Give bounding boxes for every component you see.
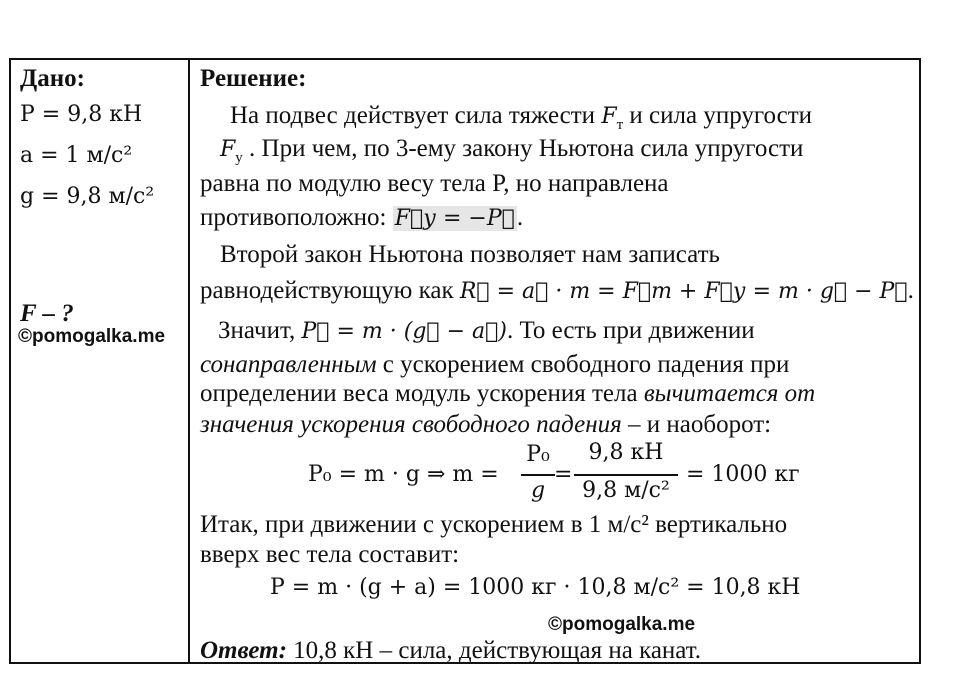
- answer-label: Ответ:: [200, 637, 287, 664]
- fraction-2-denominator: 9,8 м/с²: [582, 478, 670, 503]
- equation-mass-result: = 1000 кг: [686, 462, 800, 487]
- solution-line-8: сонаправленным с ускорением свободного падения при: [200, 351, 790, 378]
- watermark-left: ©pomogalka.me: [18, 326, 166, 347]
- solution-line-2: $F_у$ . При чем, по 3-ему закону Ньютона сила упругости: [220, 135, 804, 166]
- solution-line-10: значения ускорения свободного падения – и наоборот:: [200, 411, 772, 438]
- answer-line: [200, 636, 701, 666]
- fraction-2-numerator: 9,8 кН: [588, 440, 664, 465]
- solution-line-1: На подвес действует сила тяжести $F_т$ и сила упругости: [230, 102, 813, 133]
- solution-line-5: Второй закон Ньютона позволяет нам записать: [220, 241, 720, 268]
- given-line-acceleration: a = 1 м/с²: [20, 143, 133, 168]
- solution-line-3: равна по модулю весу тела P, но направлена: [200, 170, 669, 197]
- find-label: F – ?: [20, 300, 74, 327]
- answer-text: 10,8 кН – сила, действующая на канат.: [286, 637, 702, 664]
- equation-resultant: R⃗ = a⃗ · m = F⃗т + F⃗у = m · g⃗ − P⃗: [459, 279, 908, 304]
- equation-fy-equals-minus-p: F⃗у = −P⃗: [394, 206, 515, 231]
- solution-line-4: противоположно: F⃗у = −P⃗.: [200, 204, 524, 231]
- equation-weight-vector: P⃗ = m · (g⃗ − a⃗): [301, 319, 507, 344]
- solution-line-6: равнодействующую как R⃗ = a⃗ · m = F⃗т + F⃗у = m · g⃗ − P⃗.: [200, 277, 914, 304]
- fraction-2-bar: [574, 474, 678, 476]
- equation-mass-equals: =: [554, 462, 573, 487]
- fraction-1-bar: [521, 474, 555, 476]
- fraction-1-denominator: g: [530, 478, 546, 503]
- equation-final-weight: P = m · (g + a) = 1000 кг · 10,8 м/с² = 10,8 кН: [270, 575, 801, 600]
- solution-header: Решение:: [200, 65, 307, 92]
- column-divider: [188, 58, 190, 664]
- fraction-1-numerator: P₀: [526, 442, 550, 467]
- watermark-right: ©pomogalka.me: [548, 614, 696, 635]
- solution-line-9: определении веса модуль ускорения тела вычитается от: [200, 380, 816, 407]
- given-header: Дано:: [20, 65, 85, 92]
- solution-line-12: вверх вес тела составит:: [200, 541, 460, 568]
- solution-line-11: Итак, при движении с ускорением в 1 м/с² вертикально: [200, 511, 788, 538]
- given-line-gravity: g = 9,8 м/с²: [20, 184, 155, 209]
- given-line-weight: P = 9,8 кН: [20, 102, 143, 127]
- solution-line-7: Значит, P⃗ = m · (g⃗ − a⃗). То есть при движении: [218, 317, 755, 344]
- equation-mass-left: P₀ = m · g ⇒ m =: [308, 462, 499, 487]
